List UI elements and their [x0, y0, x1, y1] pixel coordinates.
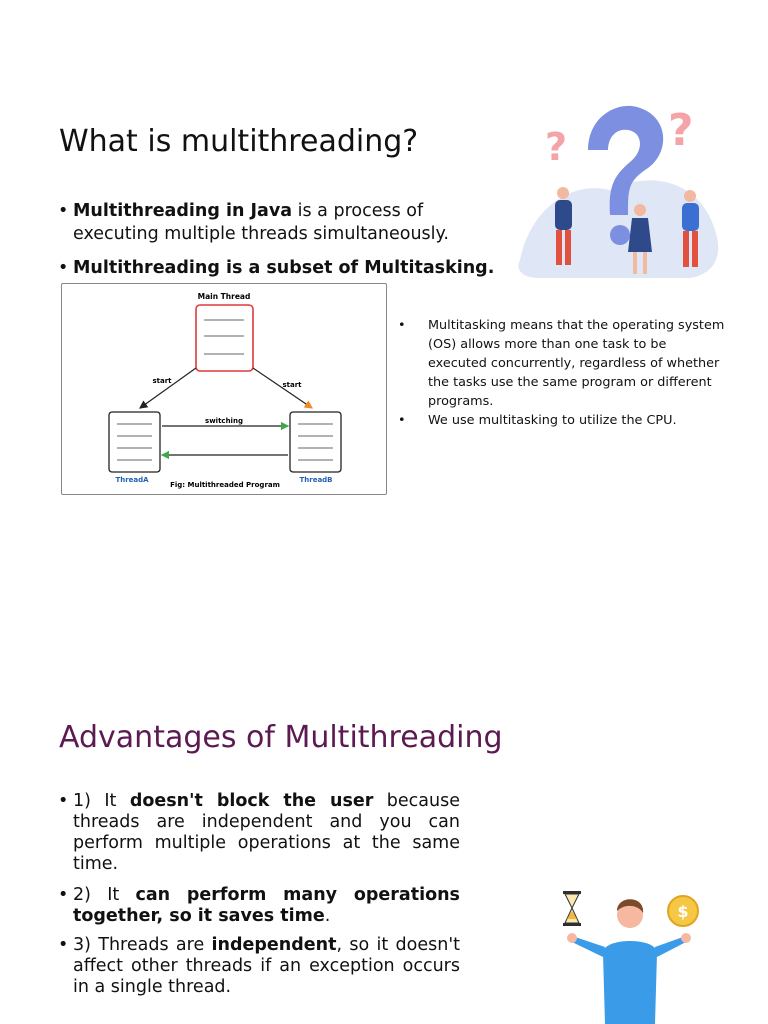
- svg-text:$: $: [677, 902, 689, 921]
- bullet2-bold: Multithreading is a subset of Multitasking.: [73, 258, 495, 278]
- note-item: [398, 316, 728, 411]
- start-arrow-left: [140, 368, 196, 408]
- adv-post: .: [324, 906, 331, 926]
- thread-a-box: [109, 412, 160, 472]
- main-thread-box: [196, 305, 253, 371]
- diagram-caption: Fig: Multithreaded Program: [170, 481, 280, 489]
- advantage-item: [58, 885, 460, 927]
- advantage-item: [58, 935, 460, 998]
- thread-a-label: ThreadA: [115, 476, 149, 484]
- bullet-dot: •: [58, 791, 69, 811]
- bullet1-bold: Multithreading in Java: [73, 201, 293, 221]
- note-text: We use multitasking to utilize the CPU.: [428, 413, 677, 428]
- note-item: [398, 411, 728, 430]
- multitasking-notes: [398, 316, 728, 430]
- bullet-dot: •: [58, 885, 69, 905]
- svg-text:?: ?: [545, 125, 568, 169]
- slide2-title: Advantages of Multithreading: [59, 720, 503, 755]
- adv-pre: 1) It: [73, 791, 130, 811]
- start-left-label: start: [152, 377, 172, 385]
- slide1-title: What is multithreading?: [59, 124, 419, 159]
- adv-post: , so it doesn't affect other threads if an exception occurs in a single thread.: [73, 935, 460, 997]
- time-money-illustration: [555, 885, 705, 1024]
- main-thread-label: Main Thread: [197, 292, 251, 301]
- adv-bold: independent: [211, 935, 337, 955]
- bullet1-text: is a process of executing multiple threads simultaneously.: [73, 201, 449, 244]
- advantage-item: [58, 791, 460, 875]
- bullet-dot: •: [58, 201, 69, 221]
- bullet-subset: [58, 257, 498, 280]
- adv-post: because threads are independent and you can perform multiple operations at the same time.: [73, 791, 460, 874]
- switching-label: switching: [205, 417, 243, 425]
- multithread-diagram: [61, 283, 387, 495]
- adv-pre: 3) Threads are: [73, 935, 212, 955]
- note-text: Multitasking means that the operating system (OS) allows more than one task to be executed concurrently, regardless of whether the tasks use the same program or different programs.: [428, 318, 725, 409]
- bullet-dot: •: [58, 935, 69, 955]
- diagram-svg: [62, 284, 386, 494]
- adv-pre: 2) It: [73, 885, 136, 905]
- bullet-dot: •: [58, 258, 69, 278]
- thread-b-label: ThreadB: [299, 476, 333, 484]
- adv-bold: can perform many operations together, so it saves time: [73, 885, 460, 926]
- svg-text:?: ?: [668, 105, 694, 156]
- bullet-dot: •: [398, 413, 406, 428]
- bullet-dot: •: [398, 318, 406, 333]
- question-people-illustration: [510, 90, 730, 290]
- start-right-label: start: [282, 381, 302, 389]
- thread-b-box: [290, 412, 341, 472]
- bullet-multithreading-java: [58, 200, 478, 246]
- adv-bold: doesn't block the user: [129, 791, 374, 811]
